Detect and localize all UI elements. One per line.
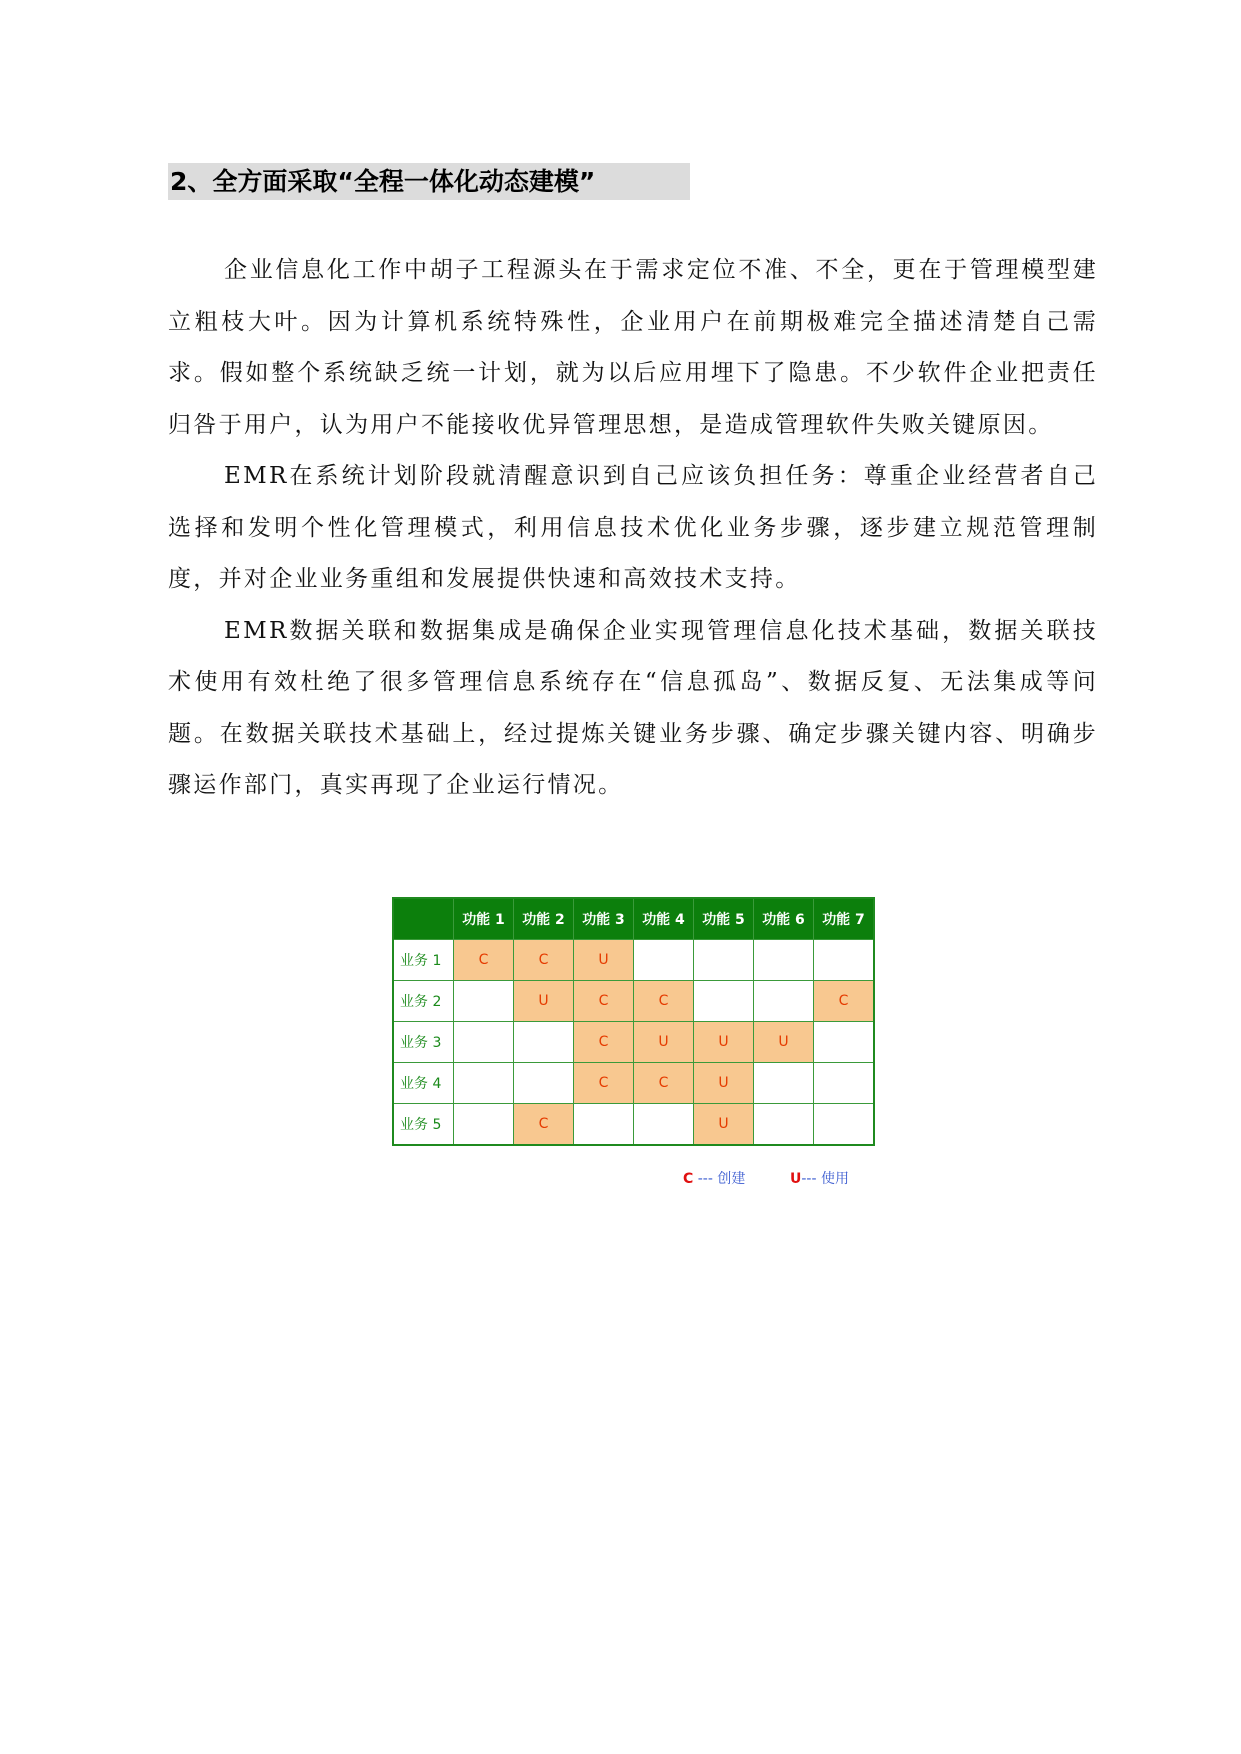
matrix-cell: U xyxy=(574,940,634,981)
matrix-row xyxy=(393,1063,874,1104)
matrix-cell xyxy=(694,940,754,981)
matrix-cell: C xyxy=(514,1104,574,1146)
paragraph-3: EMR数据关联和数据集成是确保企业实现管理信息化技术基础，数据关联技术使用有效杜绝了很多管理信息系统存在“信息孤岛”、数据反复、无法集成等问题。在数据关联技术基础上，经过提炼关键业务步骤、确定步骤关键内容、明确步骤运作部门，真实再现了企业运行情况。 xyxy=(168,617,1098,798)
matrix-cell xyxy=(814,1063,875,1104)
legend-use xyxy=(790,1168,849,1188)
matrix-row-label: 业务 5 xyxy=(393,1104,454,1146)
legend-use-code: U xyxy=(790,1171,802,1187)
matrix-row-label: 业务 1 xyxy=(393,940,454,981)
matrix-cell xyxy=(814,940,875,981)
legend-use-desc: --- 使用 xyxy=(801,1171,849,1187)
matrix-cell: C xyxy=(454,940,514,981)
matrix-cell: C xyxy=(574,981,634,1022)
matrix-row-label: 业务 2 xyxy=(393,981,454,1022)
matrix-column-header: 功能 7 xyxy=(814,898,875,940)
matrix-cell: U xyxy=(514,981,574,1022)
matrix-cell xyxy=(754,1063,814,1104)
matrix-cell xyxy=(454,1104,514,1146)
matrix-cell: C xyxy=(634,1063,694,1104)
matrix-cell: C xyxy=(634,981,694,1022)
matrix-cell: C xyxy=(574,1063,634,1104)
section-heading: 2、全方面采取“全程一体化动态建模” xyxy=(168,163,690,200)
matrix-header-row xyxy=(393,898,874,940)
matrix-row xyxy=(393,940,874,981)
matrix-cell: U xyxy=(694,1104,754,1146)
matrix-cell: C xyxy=(574,1022,634,1063)
matrix-cell xyxy=(454,1022,514,1063)
body-text xyxy=(168,245,1098,812)
matrix-cell: U xyxy=(694,1022,754,1063)
matrix-cell xyxy=(574,1104,634,1146)
matrix-column-header: 功能 3 xyxy=(574,898,634,940)
matrix-column-header: 功能 2 xyxy=(514,898,574,940)
paragraph-1: 企业信息化工作中胡子工程源头在于需求定位不准、不全，更在于管理模型建立粗枝大叶。因为计算机系统特殊性，企业用户在前期极难完全描述清楚自己需求。假如整个系统缺乏统一计划，就为以后应用埋下了隐患。不少软件企业把责任归咎于用户，认为用户不能接收优异管理思想，是造成管理软件失败关键原因。 xyxy=(168,257,1098,438)
matrix-cell xyxy=(454,1063,514,1104)
matrix-row xyxy=(393,1104,874,1146)
matrix-cell xyxy=(514,1022,574,1063)
paragraph-2: EMR在系统计划阶段就清醒意识到自己应该负担任务：尊重企业经营者自己选择和发明个性化管理模式，利用信息技术优化业务步骤，逐步建立规范管理制度，并对企业业务重组和发展提供快速和高效技术支持。 xyxy=(168,463,1098,592)
matrix-cell xyxy=(754,981,814,1022)
matrix-column-header: 功能 6 xyxy=(754,898,814,940)
matrix-cell: U xyxy=(634,1022,694,1063)
matrix-cell xyxy=(814,1022,875,1063)
legend-create xyxy=(683,1168,745,1188)
matrix-row xyxy=(393,981,874,1022)
matrix-cell xyxy=(814,1104,875,1146)
matrix-cell xyxy=(634,1104,694,1146)
legend-create-code: C xyxy=(683,1171,694,1187)
matrix-cell xyxy=(754,1104,814,1146)
matrix-corner-cell xyxy=(393,898,454,940)
matrix-cell: C xyxy=(814,981,875,1022)
matrix-column-header: 功能 5 xyxy=(694,898,754,940)
business-function-matrix xyxy=(392,897,875,1146)
matrix-cell: C xyxy=(514,940,574,981)
matrix-row xyxy=(393,1022,874,1063)
matrix-cell xyxy=(634,940,694,981)
matrix-column-header: 功能 4 xyxy=(634,898,694,940)
matrix-cell: U xyxy=(754,1022,814,1063)
matrix-cell: U xyxy=(694,1063,754,1104)
matrix-cell xyxy=(454,981,514,1022)
matrix-column-header: 功能 1 xyxy=(454,898,514,940)
matrix-cell xyxy=(694,981,754,1022)
matrix-row-label: 业务 3 xyxy=(393,1022,454,1063)
legend-create-desc: --- 创建 xyxy=(693,1171,746,1187)
matrix-row-label: 业务 4 xyxy=(393,1063,454,1104)
matrix-cell xyxy=(514,1063,574,1104)
matrix-cell xyxy=(754,940,814,981)
